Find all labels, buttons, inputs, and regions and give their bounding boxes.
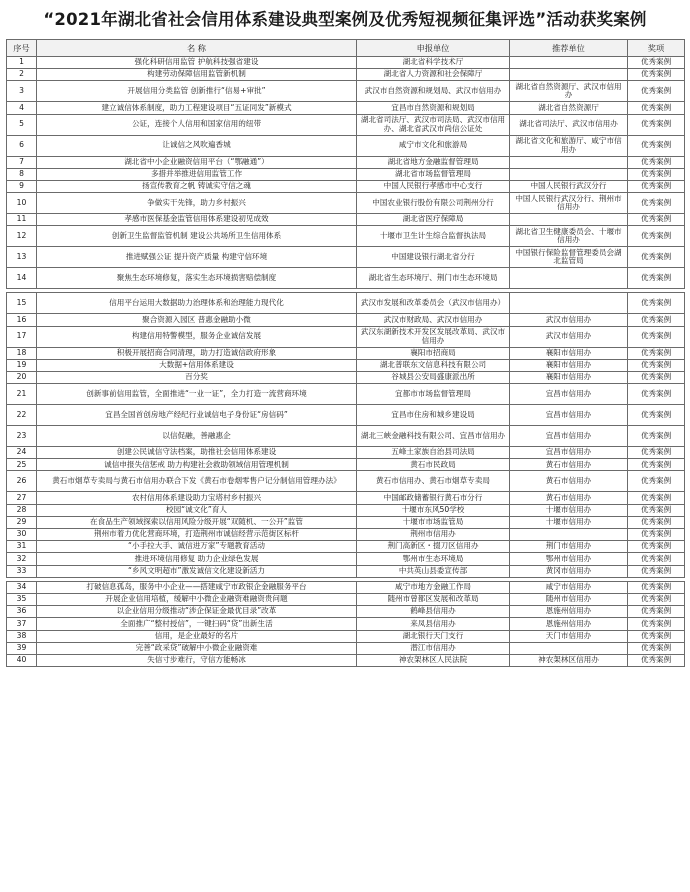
- cell-no: 14: [7, 268, 37, 289]
- table-row: [7, 226, 685, 247]
- cell-recommender: 黄石市信用办: [510, 459, 628, 471]
- cell-no: 3: [7, 81, 37, 102]
- cell-name: 争做实干先锋，助力乡村振兴: [37, 193, 357, 214]
- cell-applicant: 黄石市信用办、黄石市烟草专卖局: [357, 471, 510, 492]
- cell-award: 优秀案例: [628, 314, 685, 326]
- cell-award: 优秀案例: [628, 459, 685, 471]
- table-row: [7, 471, 685, 492]
- cell-recommender: [510, 268, 628, 289]
- award-table: [6, 39, 685, 667]
- cell-no: 1: [7, 57, 37, 69]
- cell-no: 40: [7, 654, 37, 666]
- cell-award: 优秀案例: [628, 69, 685, 81]
- table-row: [7, 606, 685, 618]
- cell-name: 诚信申报失信惩戒 助力构建社会救助领域信用管理机制: [37, 459, 357, 471]
- cell-applicant: 中国邮政储蓄银行黄石市分行: [357, 492, 510, 504]
- table-row: [7, 168, 685, 180]
- cell-no: 5: [7, 114, 37, 135]
- table-row: [7, 180, 685, 192]
- cell-award: 优秀案例: [628, 504, 685, 516]
- cell-name: 以企业信用分级推动“涉企保证金最优目录”改革: [37, 606, 357, 618]
- table-row: [7, 426, 685, 447]
- cell-award: 优秀案例: [628, 359, 685, 371]
- cell-applicant: 随州市曾都区发展和改革局: [357, 593, 510, 605]
- cell-award: 优秀案例: [628, 293, 685, 314]
- cell-no: 37: [7, 618, 37, 630]
- cell-no: 31: [7, 541, 37, 553]
- cell-name: 推进环境信用修复 助力企业绿色发展: [37, 553, 357, 565]
- cell-award: 优秀案例: [628, 81, 685, 102]
- cell-recommender: 宜昌市信用办: [510, 426, 628, 447]
- page-title: “2021年湖北省社会信用体系建设典型案例及优秀短视频征集评选”活动获奖案例: [43, 10, 647, 29]
- cell-name: 宜昌全国首创房地产经纪行业诚信电子身份证“房信码”: [37, 405, 357, 426]
- cell-applicant: 来凤县信用办: [357, 618, 510, 630]
- cell-recommender: 十堰市信用办: [510, 516, 628, 528]
- table-row: [7, 268, 685, 289]
- table-header-row: [7, 40, 685, 57]
- cell-recommender: 襄阳市信用办: [510, 359, 628, 371]
- cell-applicant: 湖北省市场监督管理局: [357, 168, 510, 180]
- cell-no: 13: [7, 247, 37, 268]
- cell-applicant: 咸宁市文化和旅游局: [357, 135, 510, 156]
- cell-award: 优秀案例: [628, 384, 685, 405]
- cell-no: 12: [7, 226, 37, 247]
- cell-name: 让诚信之风吹遍香城: [37, 135, 357, 156]
- cell-no: 8: [7, 168, 37, 180]
- table-row: [7, 57, 685, 69]
- cell-award: 优秀案例: [628, 268, 685, 289]
- cell-name: 黄石市烟草专卖局与黄石市信用办联合下发《黄石市卷烟零售户记分制信用管理办法》: [37, 471, 357, 492]
- cell-recommender: 襄阳市信用办: [510, 347, 628, 359]
- cell-recommender: [510, 214, 628, 226]
- cell-recommender: 神农架林区信用办: [510, 654, 628, 666]
- cell-applicant: 宜昌市住房和城乡建设局: [357, 405, 510, 426]
- cell-name: 以信促融，善融惠企: [37, 426, 357, 447]
- table-row: [7, 135, 685, 156]
- cell-applicant: 鹤峰县信用办: [357, 606, 510, 618]
- cell-recommender: 宜昌市信用办: [510, 405, 628, 426]
- cell-name: 聚焦生态环境修复，落实生态环境损害赔偿制度: [37, 268, 357, 289]
- cell-recommender: 武汉市信用办: [510, 314, 628, 326]
- cell-no: 34: [7, 581, 37, 593]
- cell-no: 18: [7, 347, 37, 359]
- cell-name: 公证，连接个人信用和国家信用的纽带: [37, 114, 357, 135]
- cell-award: 优秀案例: [628, 553, 685, 565]
- cell-recommender: 襄阳市信用办: [510, 371, 628, 383]
- cell-applicant: 中国农业银行股份有限公司荆州分行: [357, 193, 510, 214]
- cell-no: 19: [7, 359, 37, 371]
- cell-recommender: 黄石市信用办: [510, 492, 628, 504]
- cell-recommender: [510, 156, 628, 168]
- cell-award: 优秀案例: [628, 630, 685, 642]
- cell-no: 23: [7, 426, 37, 447]
- cell-name: 积极开展招商合同清理，助力打造诚信政府形象: [37, 347, 357, 359]
- cell-name: 孝感市医保基金监管信用体系建设初见成效: [37, 214, 357, 226]
- cell-award: 优秀案例: [628, 347, 685, 359]
- cell-applicant: 十堰市市场监管局: [357, 516, 510, 528]
- cell-applicant: 荆州市信用办: [357, 529, 510, 541]
- cell-recommender: [510, 168, 628, 180]
- cell-recommender: 武汉市信用办: [510, 326, 628, 347]
- cell-applicant: 武汉市财政局、武汉市信用办: [357, 314, 510, 326]
- cell-award: 优秀案例: [628, 135, 685, 156]
- cell-recommender: 湖北省文化和旅游厅、咸宁市信用办: [510, 135, 628, 156]
- cell-no: 20: [7, 371, 37, 383]
- cell-no: 28: [7, 504, 37, 516]
- cell-no: 2: [7, 69, 37, 81]
- table-row: [7, 553, 685, 565]
- cell-recommender: 天门市信用办: [510, 630, 628, 642]
- cell-award: 优秀案例: [628, 529, 685, 541]
- cell-applicant: 潜江市信用办: [357, 642, 510, 654]
- cell-no: 11: [7, 214, 37, 226]
- cell-no: 21: [7, 384, 37, 405]
- cell-no: 32: [7, 553, 37, 565]
- cell-no: 22: [7, 405, 37, 426]
- table-row: [7, 326, 685, 347]
- table-row: [7, 293, 685, 314]
- cell-award: 优秀案例: [628, 156, 685, 168]
- cell-applicant: 湖北省人力资源和社会保障厅: [357, 69, 510, 81]
- table-row: [7, 447, 685, 459]
- cell-name: 创建公民诚信守法档案，助推社会信用体系建设: [37, 447, 357, 459]
- cell-applicant: 湖北省司法厅、武汉市司法局、武汉市信用办、湖北省武汉市尚信公证处: [357, 114, 510, 135]
- cell-recommender: 恩施州信用办: [510, 606, 628, 618]
- table-row: [7, 642, 685, 654]
- table-row: [7, 384, 685, 405]
- cell-applicant: 五峰土家族自治县司法局: [357, 447, 510, 459]
- cell-award: 优秀案例: [628, 471, 685, 492]
- table-row: [7, 247, 685, 268]
- cell-recommender: 湖北省自然资源厅: [510, 102, 628, 114]
- cell-recommender: 恩施州信用办: [510, 618, 628, 630]
- cell-award: 优秀案例: [628, 193, 685, 214]
- cell-applicant: 鄂州市生态环境局: [357, 553, 510, 565]
- cell-recommender: 中国人民银行武汉分行: [510, 180, 628, 192]
- cell-recommender: 荆门市信用办: [510, 541, 628, 553]
- cell-award: 优秀案例: [628, 57, 685, 69]
- cell-name: “乡风文明超市”激发诚信文化建设新活力: [37, 565, 357, 577]
- cell-award: 优秀案例: [628, 426, 685, 447]
- cell-applicant: 黄石市民政局: [357, 459, 510, 471]
- cell-name: 失信寸步难行，守信方能畅冰: [37, 654, 357, 666]
- cell-name: 多措并举推进信用监管工作: [37, 168, 357, 180]
- cell-award: 优秀案例: [628, 180, 685, 192]
- cell-recommender: 湖北省卫生健康委员会、十堰市信用办: [510, 226, 628, 247]
- cell-recommender: 中国人民银行武汉分行、荆州市信用办: [510, 193, 628, 214]
- cell-recommender: 黄冈市信用办: [510, 565, 628, 577]
- cell-name: “小手拉大手、诚信进万家”专题教育活动: [37, 541, 357, 553]
- table-row: [7, 459, 685, 471]
- cell-no: 38: [7, 630, 37, 642]
- cell-name: 强化科研信用监管 护航科技强省建设: [37, 57, 357, 69]
- cell-no: 26: [7, 471, 37, 492]
- cell-award: 优秀案例: [628, 168, 685, 180]
- cell-no: 35: [7, 593, 37, 605]
- cell-applicant: 神农架林区人民法院: [357, 654, 510, 666]
- cell-applicant: 湖北省地方金融监督管理局: [357, 156, 510, 168]
- cell-name: 开展信用分类监管 创新推行“信易+审批”: [37, 81, 357, 102]
- cell-applicant: 湖北省医疗保障局: [357, 214, 510, 226]
- cell-recommender: [510, 69, 628, 81]
- cell-applicant: 荆门高新区・掇刀区信用办: [357, 541, 510, 553]
- cell-award: 优秀案例: [628, 102, 685, 114]
- cell-award: 优秀案例: [628, 405, 685, 426]
- table-row: [7, 630, 685, 642]
- cell-no: 27: [7, 492, 37, 504]
- table-row: [7, 156, 685, 168]
- cell-recommender: 宜昌市信用办: [510, 447, 628, 459]
- cell-name: 构建信用特警模型，服务企业诚信发展: [37, 326, 357, 347]
- table-row: [7, 359, 685, 371]
- table-row: [7, 504, 685, 516]
- cell-applicant: 咸宁市地方金融工作局: [357, 581, 510, 593]
- cell-award: 优秀案例: [628, 447, 685, 459]
- table-row: [7, 314, 685, 326]
- cell-name: 聚合资源入园区 普惠金融助小微: [37, 314, 357, 326]
- cell-name: 创新卫生监督监管机制 建设公共场所卫生信用体系: [37, 226, 357, 247]
- table-body: [7, 57, 685, 667]
- cell-award: 优秀案例: [628, 371, 685, 383]
- cell-recommender: 湖北省司法厅、武汉市信用办: [510, 114, 628, 135]
- cell-recommender: 中国银行保险监督管理委员会湖北监管局: [510, 247, 628, 268]
- cell-award: 优秀案例: [628, 541, 685, 553]
- table-row: [7, 114, 685, 135]
- cell-name: 在食品生产领域探索以信用风险分级开展“双随机、一公开”监管: [37, 516, 357, 528]
- cell-no: 30: [7, 529, 37, 541]
- cell-recommender: 宜昌市信用办: [510, 384, 628, 405]
- cell-name: 百分奖: [37, 371, 357, 383]
- cell-recommender: 咸宁市信用办: [510, 581, 628, 593]
- cell-award: 优秀案例: [628, 565, 685, 577]
- header-award: 奖项: [628, 40, 685, 57]
- table-row: [7, 102, 685, 114]
- cell-award: 优秀案例: [628, 492, 685, 504]
- cell-recommender: [510, 642, 628, 654]
- cell-name: 信用平台运用大数据助力治理体系和治理能力现代化: [37, 293, 357, 314]
- cell-no: 29: [7, 516, 37, 528]
- header-no: 序号: [7, 40, 37, 57]
- cell-name: 建立诚信体系制度，助力工程建设项目“五证同发”新模式: [37, 102, 357, 114]
- table-row: [7, 81, 685, 102]
- cell-award: 优秀案例: [628, 516, 685, 528]
- header-name: 名 称: [37, 40, 357, 57]
- table-row: [7, 654, 685, 666]
- cell-applicant: 湖北银行天门支行: [357, 630, 510, 642]
- cell-award: 优秀案例: [628, 593, 685, 605]
- cell-applicant: 中国人民银行孝感市中心支行: [357, 180, 510, 192]
- cell-no: 25: [7, 459, 37, 471]
- cell-name: 农村信用体系建设助力宝塔村乡村振兴: [37, 492, 357, 504]
- table-row: [7, 214, 685, 226]
- cell-award: 优秀案例: [628, 214, 685, 226]
- cell-no: 7: [7, 156, 37, 168]
- cell-applicant: 中国建设银行湖北省分行: [357, 247, 510, 268]
- cell-applicant: 湖北三峡金融科技有限公司、宜昌市信用办: [357, 426, 510, 447]
- cell-no: 36: [7, 606, 37, 618]
- cell-award: 优秀案例: [628, 581, 685, 593]
- table-row: [7, 529, 685, 541]
- table-row: [7, 405, 685, 426]
- cell-award: 优秀案例: [628, 226, 685, 247]
- cell-recommender: 黄石市信用办: [510, 471, 628, 492]
- cell-recommender: 鄂州市信用办: [510, 553, 628, 565]
- cell-recommender: [510, 57, 628, 69]
- cell-award: 优秀案例: [628, 326, 685, 347]
- cell-name: 湖北省中小企业融资信用平台（“鄂融通”）: [37, 156, 357, 168]
- cell-applicant: 湖北省科学技术厅: [357, 57, 510, 69]
- cell-recommender: 随州市信用办: [510, 593, 628, 605]
- cell-applicant: 谷城县公安局盛康派出所: [357, 371, 510, 383]
- cell-recommender: 十堰市信用办: [510, 504, 628, 516]
- cell-name: 完善“政采贷”破解中小微企业融资难: [37, 642, 357, 654]
- cell-applicant: 襄阳市招商局: [357, 347, 510, 359]
- table-row: [7, 618, 685, 630]
- cell-award: 优秀案例: [628, 606, 685, 618]
- table-row: [7, 581, 685, 593]
- cell-no: 10: [7, 193, 37, 214]
- cell-name: 创新事前信用监管，全面推进“一业一证”，全力打造一流营商环境: [37, 384, 357, 405]
- cell-applicant: 十堰市卫生计生综合监督执法局: [357, 226, 510, 247]
- cell-applicant: 十堰市东风50学校: [357, 504, 510, 516]
- cell-applicant: 宜昌市自然资源和规划局: [357, 102, 510, 114]
- cell-recommender: 湖北省自然资源厅、武汉市信用办: [510, 81, 628, 102]
- cell-name: 开展企业信用培植，缓解中小微企业融资难融资贵问题: [37, 593, 357, 605]
- table-row: [7, 193, 685, 214]
- cell-name: 推进赋强公证 提升资产质量 构建守信环境: [37, 247, 357, 268]
- table-row: [7, 371, 685, 383]
- cell-award: 优秀案例: [628, 247, 685, 268]
- table-row: [7, 565, 685, 577]
- cell-applicant: 湖北省生态环境厅、荆门市生态环境局: [357, 268, 510, 289]
- cell-name: 打破信息孤岛，服务中小企业——搭建咸宁市政银企金融服务平台: [37, 581, 357, 593]
- cell-award: 优秀案例: [628, 654, 685, 666]
- cell-no: 24: [7, 447, 37, 459]
- cell-recommender: [510, 293, 628, 314]
- cell-applicant: 武汉市自然资源和规划局、武汉市信用办: [357, 81, 510, 102]
- header-applicant: 申报单位: [357, 40, 510, 57]
- cell-applicant: 武汉市发展和改革委员会（武汉市信用办）: [357, 293, 510, 314]
- cell-name: 构建劳动保障信用监管新机制: [37, 69, 357, 81]
- cell-name: 全面推广“整村授信”，一键扫码“贷”出新生活: [37, 618, 357, 630]
- cell-award: 优秀案例: [628, 618, 685, 630]
- cell-no: 33: [7, 565, 37, 577]
- cell-award: 优秀案例: [628, 642, 685, 654]
- cell-no: 16: [7, 314, 37, 326]
- cell-applicant: 中共英山县委宣传部: [357, 565, 510, 577]
- cell-no: 4: [7, 102, 37, 114]
- cell-name: 荆州市着力优化营商环境，打造荆州市诚信经营示范街区标杆: [37, 529, 357, 541]
- table-row: [7, 347, 685, 359]
- table-row: [7, 516, 685, 528]
- cell-no: 15: [7, 293, 37, 314]
- cell-name: 信用，是企业最好的名片: [37, 630, 357, 642]
- header-recommender: 推荐单位: [510, 40, 628, 57]
- cell-applicant: 武汉东湖新技术开发区发展改革局、武汉市信用办: [357, 326, 510, 347]
- cell-no: 39: [7, 642, 37, 654]
- cell-name: 大数据+信用体系建设: [37, 359, 357, 371]
- cell-award: 优秀案例: [628, 114, 685, 135]
- cell-applicant: 湖北普联东文信息科技有限公司: [357, 359, 510, 371]
- table-row: [7, 593, 685, 605]
- table-row: [7, 69, 685, 81]
- table-row: [7, 541, 685, 553]
- cell-no: 17: [7, 326, 37, 347]
- cell-applicant: 宜都市市场监督管理局: [357, 384, 510, 405]
- table-row: [7, 492, 685, 504]
- cell-recommender: [510, 529, 628, 541]
- cell-name: 校园“诚文化”育人: [37, 504, 357, 516]
- cell-no: 6: [7, 135, 37, 156]
- cell-name: 扬宣传教育之帆 铸诚实守信之魂: [37, 180, 357, 192]
- cell-no: 9: [7, 180, 37, 192]
